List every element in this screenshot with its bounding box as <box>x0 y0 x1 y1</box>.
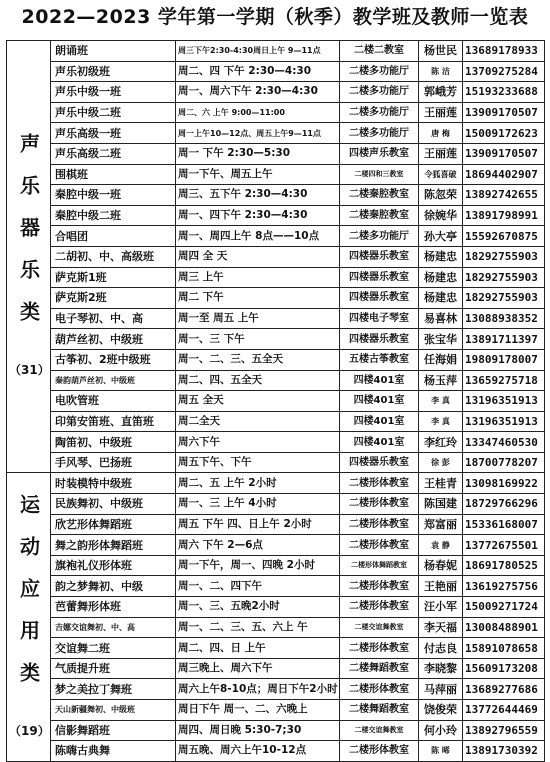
classroom-cell: 五楼古筝教室 <box>340 349 419 370</box>
teacher-cell: 汪小军 <box>419 597 463 618</box>
phone-cell: 15009172623 <box>463 123 545 144</box>
table-row <box>7 741 545 762</box>
phone-cell: 13347460530 <box>463 432 545 453</box>
phone-cell: 18292755903 <box>463 246 545 267</box>
category-label: 声乐器乐类 <box>16 133 41 344</box>
class-time-cell: 周一 下午 2:30—5:30 <box>176 143 340 164</box>
table-row <box>7 370 545 391</box>
teacher-cell: 杨世民 <box>419 41 463 62</box>
phone-cell: 13196351913 <box>463 391 545 412</box>
class-time-cell: 周三 上午 <box>176 267 340 288</box>
phone-cell: 13892742655 <box>463 185 545 206</box>
class-time-cell: 周一、二、三、五、六上 午 <box>176 617 340 638</box>
class-time-cell: 周一、四下午 2:30—4:30 <box>176 205 340 226</box>
table-row <box>7 555 545 576</box>
teacher-cell: 张宝华 <box>419 329 463 350</box>
table-row <box>7 473 545 494</box>
category-count: （19） <box>9 723 50 738</box>
table-row <box>7 391 545 412</box>
classroom-cell: 四楼器乐教室 <box>340 329 419 350</box>
class-time-cell: 周五 全天 <box>176 391 340 412</box>
schedule-table <box>6 40 545 762</box>
class-name-cell: 二胡初、中、高级班 <box>51 246 176 267</box>
classroom-cell: 二楼形体舞蹈教室 <box>340 555 419 576</box>
class-time-cell: 周五下午、下午 <box>176 452 340 473</box>
category-label: 运动应用类 <box>16 493 41 704</box>
phone-cell: 15336168007 <box>463 514 545 535</box>
table-row <box>7 102 545 123</box>
phone-cell: 13619275756 <box>463 576 545 597</box>
table-row <box>7 432 545 453</box>
phone-cell: 13772675501 <box>463 535 545 556</box>
class-name-cell: 芭蕾舞形体班 <box>51 597 176 618</box>
class-time-cell: 周一、二、三、五全天 <box>176 349 340 370</box>
phone-cell: 15009271724 <box>463 597 545 618</box>
classroom-cell: 二楼交谊舞教室 <box>340 720 419 741</box>
class-name-cell: 秦腔中级二班 <box>51 205 176 226</box>
classroom-cell: 二楼形体教室 <box>340 514 419 535</box>
class-time-cell: 周日下午 周一、二、六晚上 <box>176 700 340 721</box>
page-title: 2022—2023 学年第一学期（秋季）教学班及教师一览表 <box>21 6 529 28</box>
classroom-cell: 二楼多功能厅 <box>340 61 419 82</box>
classroom-cell: 二楼形体教室 <box>340 597 419 618</box>
class-name-cell: 交谊舞二班 <box>51 638 176 659</box>
teacher-cell: 唐 梅 <box>419 123 463 144</box>
phone-cell: 13891798991 <box>463 205 545 226</box>
table-row <box>7 720 545 741</box>
phone-cell: 18292755903 <box>463 288 545 309</box>
classroom-cell: 二楼形体教室 <box>340 576 419 597</box>
category-count: （31） <box>9 363 50 378</box>
teacher-cell: 徐婉华 <box>419 205 463 226</box>
phone-cell: 13088938352 <box>463 308 545 329</box>
classroom-cell: 二楼形体教室 <box>340 638 419 659</box>
teacher-cell: 王丽莲 <box>419 143 463 164</box>
class-name-cell: 声乐初级班 <box>51 61 176 82</box>
phone-cell: 18694402907 <box>463 164 545 185</box>
teacher-cell: 陈忽荣 <box>419 185 463 206</box>
class-name-cell: 吉娜交谊舞初、中、高 <box>51 617 176 638</box>
table-row <box>7 246 545 267</box>
classroom-cell: 四楼401室 <box>340 432 419 453</box>
phone-cell: 18691780525 <box>463 555 545 576</box>
classroom-cell: 二楼舞蹈教室 <box>340 658 419 679</box>
phone-cell: 13709275284 <box>463 61 545 82</box>
schedule-body <box>7 41 545 762</box>
class-time-cell: 周四 全 天 <box>176 246 340 267</box>
teacher-cell: 何小玲 <box>419 720 463 741</box>
teacher-cell: 杨春妮 <box>419 555 463 576</box>
phone-cell: 13689178933 <box>463 41 545 62</box>
teacher-cell: 饶俊荣 <box>419 700 463 721</box>
phone-cell: 13909170507 <box>463 102 545 123</box>
class-name-cell: 印第安笛班、直笛班 <box>51 411 176 432</box>
teacher-cell: 徐 彭 <box>419 452 463 473</box>
phone-cell: 19809178007 <box>463 349 545 370</box>
classroom-cell: 二楼四和三教室 <box>340 164 419 185</box>
classroom-cell: 四楼401室 <box>340 391 419 412</box>
class-name-cell: 手风琴、巴扬班 <box>51 452 176 473</box>
table-row <box>7 494 545 515</box>
table-row <box>7 349 545 370</box>
phone-cell: 13772644469 <box>463 700 545 721</box>
classroom-cell: 二楼舞蹈教室 <box>340 700 419 721</box>
table-row <box>7 61 545 82</box>
teacher-cell: 郭峨芳 <box>419 82 463 103</box>
phone-cell: 15609173208 <box>463 658 545 679</box>
classroom-cell: 四楼电子琴室 <box>340 308 419 329</box>
class-name-cell: 韵之梦舞初、中级 <box>51 576 176 597</box>
table-row <box>7 288 545 309</box>
table-row <box>7 308 545 329</box>
teacher-cell: 杨建忠 <box>419 246 463 267</box>
classroom-cell: 四楼401室 <box>340 411 419 432</box>
teacher-cell: 易喜林 <box>419 308 463 329</box>
class-name-cell: 欣艺形体舞蹈班 <box>51 514 176 535</box>
table-row <box>7 658 545 679</box>
teacher-cell: 李天福 <box>419 617 463 638</box>
teacher-cell: 孙大亭 <box>419 226 463 247</box>
table-row <box>7 597 545 618</box>
class-name-cell: 信影舞蹈班 <box>51 720 176 741</box>
phone-cell: 13891711397 <box>463 329 545 350</box>
classroom-cell: 二楼多功能厅 <box>340 82 419 103</box>
class-name-cell: 民族舞初、中级班 <box>51 494 176 515</box>
class-time-cell: 周二 下午 <box>176 288 340 309</box>
class-time-cell: 周一上午10—12点、周五上午9—11点 <box>176 123 340 144</box>
classroom-cell: 四楼器乐教室 <box>340 267 419 288</box>
classroom-cell: 四楼器乐教室 <box>340 288 419 309</box>
teacher-cell: 王丽莲 <box>419 102 463 123</box>
teacher-cell: 杨建忠 <box>419 267 463 288</box>
table-row <box>7 205 545 226</box>
class-time-cell: 周一、周六下午 2:30—4:30 <box>176 82 340 103</box>
class-time-cell: 周一下午、周五上午 <box>176 164 340 185</box>
classroom-cell: 二楼多功能厅 <box>340 102 419 123</box>
category-cell <box>7 473 51 761</box>
class-name-cell: 电吹管班 <box>51 391 176 412</box>
teacher-cell: 任海娟 <box>419 349 463 370</box>
table-row <box>7 82 545 103</box>
class-time-cell: 周五 下午 四、日上午 2小时 <box>176 514 340 535</box>
class-name-cell: 电子琴初、中、高 <box>51 308 176 329</box>
class-time-cell: 周四、周日晚 5:30-7;30 <box>176 720 340 741</box>
phone-cell: 18729766296 <box>463 494 545 515</box>
class-time-cell: 周二、四 下午 2:30—4:30 <box>176 61 340 82</box>
phone-cell: 13891730392 <box>463 741 545 762</box>
teacher-cell: 令狐喜破 <box>419 164 463 185</box>
class-time-cell: 周一、周四上午 8点——10点 <box>176 226 340 247</box>
table-row <box>7 679 545 700</box>
category-cell <box>7 41 51 473</box>
class-name-cell: 气质提升班 <box>51 658 176 679</box>
table-row <box>7 700 545 721</box>
class-name-cell: 旗袍礼仪形体班 <box>51 555 176 576</box>
class-time-cell: 周一至 周五 上午 <box>176 308 340 329</box>
table-row <box>7 185 545 206</box>
class-time-cell: 周五晚、周六上午10-12点 <box>176 741 340 762</box>
phone-cell: 18700778207 <box>463 452 545 473</box>
classroom-cell: 四楼声乐教室 <box>340 143 419 164</box>
phone-cell: 15592670875 <box>463 226 545 247</box>
class-time-cell: 周一、三、五晚2小时 <box>176 597 340 618</box>
classroom-cell: 二楼二教室 <box>340 41 419 62</box>
class-name-cell: 陶笛初、中级班 <box>51 432 176 453</box>
class-time-cell: 周六上午8-10点；周日下午2小时 <box>176 679 340 700</box>
teacher-cell: 王艳丽 <box>419 576 463 597</box>
teacher-cell: 郑富丽 <box>419 514 463 535</box>
table-row <box>7 164 545 185</box>
table-row <box>7 41 545 62</box>
class-name-cell: 萨克斯1班 <box>51 267 176 288</box>
table-row <box>7 123 545 144</box>
classroom-cell: 二楼交谊舞教室 <box>340 617 419 638</box>
table-row <box>7 617 545 638</box>
class-time-cell: 周六 下午 2—6点 <box>176 535 340 556</box>
classroom-cell: 二楼形体教室 <box>340 741 419 762</box>
class-name-cell: 葫芦丝初、中级班 <box>51 329 176 350</box>
teacher-cell: 李 真 <box>419 391 463 412</box>
classroom-cell: 二楼形体教室 <box>340 473 419 494</box>
class-time-cell: 周六下午 <box>176 432 340 453</box>
phone-cell: 13008488901 <box>463 617 545 638</box>
teacher-cell: 袁 静 <box>419 535 463 556</box>
phone-cell: 18292755903 <box>463 267 545 288</box>
class-time-cell: 周三、五下午 2:30—4:30 <box>176 185 340 206</box>
phone-cell: 13909170507 <box>463 143 545 164</box>
class-name-cell: 秦韵葫芦丝初、中级班 <box>51 370 176 391</box>
phone-cell: 13098169922 <box>463 473 545 494</box>
class-time-cell: 周二、五 上午 2小时 <box>176 473 340 494</box>
teacher-cell: 李晓黎 <box>419 658 463 679</box>
class-name-cell: 秦腔中级一班 <box>51 185 176 206</box>
table-row <box>7 329 545 350</box>
phone-cell: 13689277686 <box>463 679 545 700</box>
classroom-cell: 二楼形体教室 <box>340 535 419 556</box>
teacher-cell: 陈 洁 <box>419 61 463 82</box>
teacher-cell: 陈 晞 <box>419 741 463 762</box>
class-name-cell: 合唱团 <box>51 226 176 247</box>
teacher-cell: 杨玉萍 <box>419 370 463 391</box>
class-name-cell: 古筝初、2班中级班 <box>51 349 176 370</box>
table-row <box>7 452 545 473</box>
class-name-cell: 陈嗨古典舞 <box>51 741 176 762</box>
class-time-cell: 周一、三 下午 <box>176 329 340 350</box>
class-time-cell: 周一、三 上午 4小时 <box>176 494 340 515</box>
teacher-cell: 马萍丽 <box>419 679 463 700</box>
table-row <box>7 514 545 535</box>
class-time-cell: 周二、四、日 上午 <box>176 638 340 659</box>
class-name-cell: 围棋班 <box>51 164 176 185</box>
table-row <box>7 267 545 288</box>
table-row <box>7 411 545 432</box>
classroom-cell: 二楼多功能厅 <box>340 123 419 144</box>
class-name-cell: 时装模特中级班 <box>51 473 176 494</box>
class-time-cell: 周一下午，周一、四晚 2小时 <box>176 555 340 576</box>
class-name-cell: 舞之韵形体舞蹈班 <box>51 535 176 556</box>
table-row <box>7 638 545 659</box>
class-time-cell: 周三下午2:30-4:30周日上午 9—11点 <box>176 41 340 62</box>
phone-cell: 15891078658 <box>463 638 545 659</box>
classroom-cell: 二楼秦腔教室 <box>340 185 419 206</box>
teacher-cell: 陈国建 <box>419 494 463 515</box>
teacher-cell: 王桂青 <box>419 473 463 494</box>
classroom-cell: 二楼多功能厅 <box>340 226 419 247</box>
teacher-cell: 杨建忠 <box>419 288 463 309</box>
teacher-cell: 付志良 <box>419 638 463 659</box>
class-name-cell: 声乐高级二班 <box>51 143 176 164</box>
table-row <box>7 535 545 556</box>
teacher-cell: 李 真 <box>419 411 463 432</box>
class-name-cell: 梦之美拉丁舞班 <box>51 679 176 700</box>
class-time-cell: 周二全天 <box>176 411 340 432</box>
phone-cell: 15193233688 <box>463 82 545 103</box>
classroom-cell: 四楼器乐教室 <box>340 452 419 473</box>
table-row <box>7 226 545 247</box>
class-name-cell: 天山新疆舞初、中级班 <box>51 700 176 721</box>
phone-cell: 13892796559 <box>463 720 545 741</box>
class-time-cell: 周一、二、四下午 <box>176 576 340 597</box>
class-time-cell: 周三晚上、周六下午 <box>176 658 340 679</box>
classroom-cell: 四楼器乐教室 <box>340 246 419 267</box>
teacher-cell: 李红玲 <box>419 432 463 453</box>
class-name-cell: 声乐高级一班 <box>51 123 176 144</box>
class-name-cell: 朗诵班 <box>51 41 176 62</box>
phone-cell: 13196351913 <box>463 411 545 432</box>
class-time-cell: 周二、四、五全天 <box>176 370 340 391</box>
class-time-cell: 周二、六 上午 9:00—11:00 <box>176 102 340 123</box>
class-name-cell: 声乐中级二班 <box>51 102 176 123</box>
class-name-cell: 萨克斯2班 <box>51 288 176 309</box>
table-row <box>7 143 545 164</box>
table-row <box>7 576 545 597</box>
classroom-cell: 二楼形体教室 <box>340 679 419 700</box>
classroom-cell: 四楼401室 <box>340 370 419 391</box>
class-name-cell: 声乐中级一班 <box>51 82 176 103</box>
classroom-cell: 二楼形体教室 <box>340 494 419 515</box>
classroom-cell: 二楼秦腔教室 <box>340 205 419 226</box>
phone-cell: 13659275718 <box>463 370 545 391</box>
